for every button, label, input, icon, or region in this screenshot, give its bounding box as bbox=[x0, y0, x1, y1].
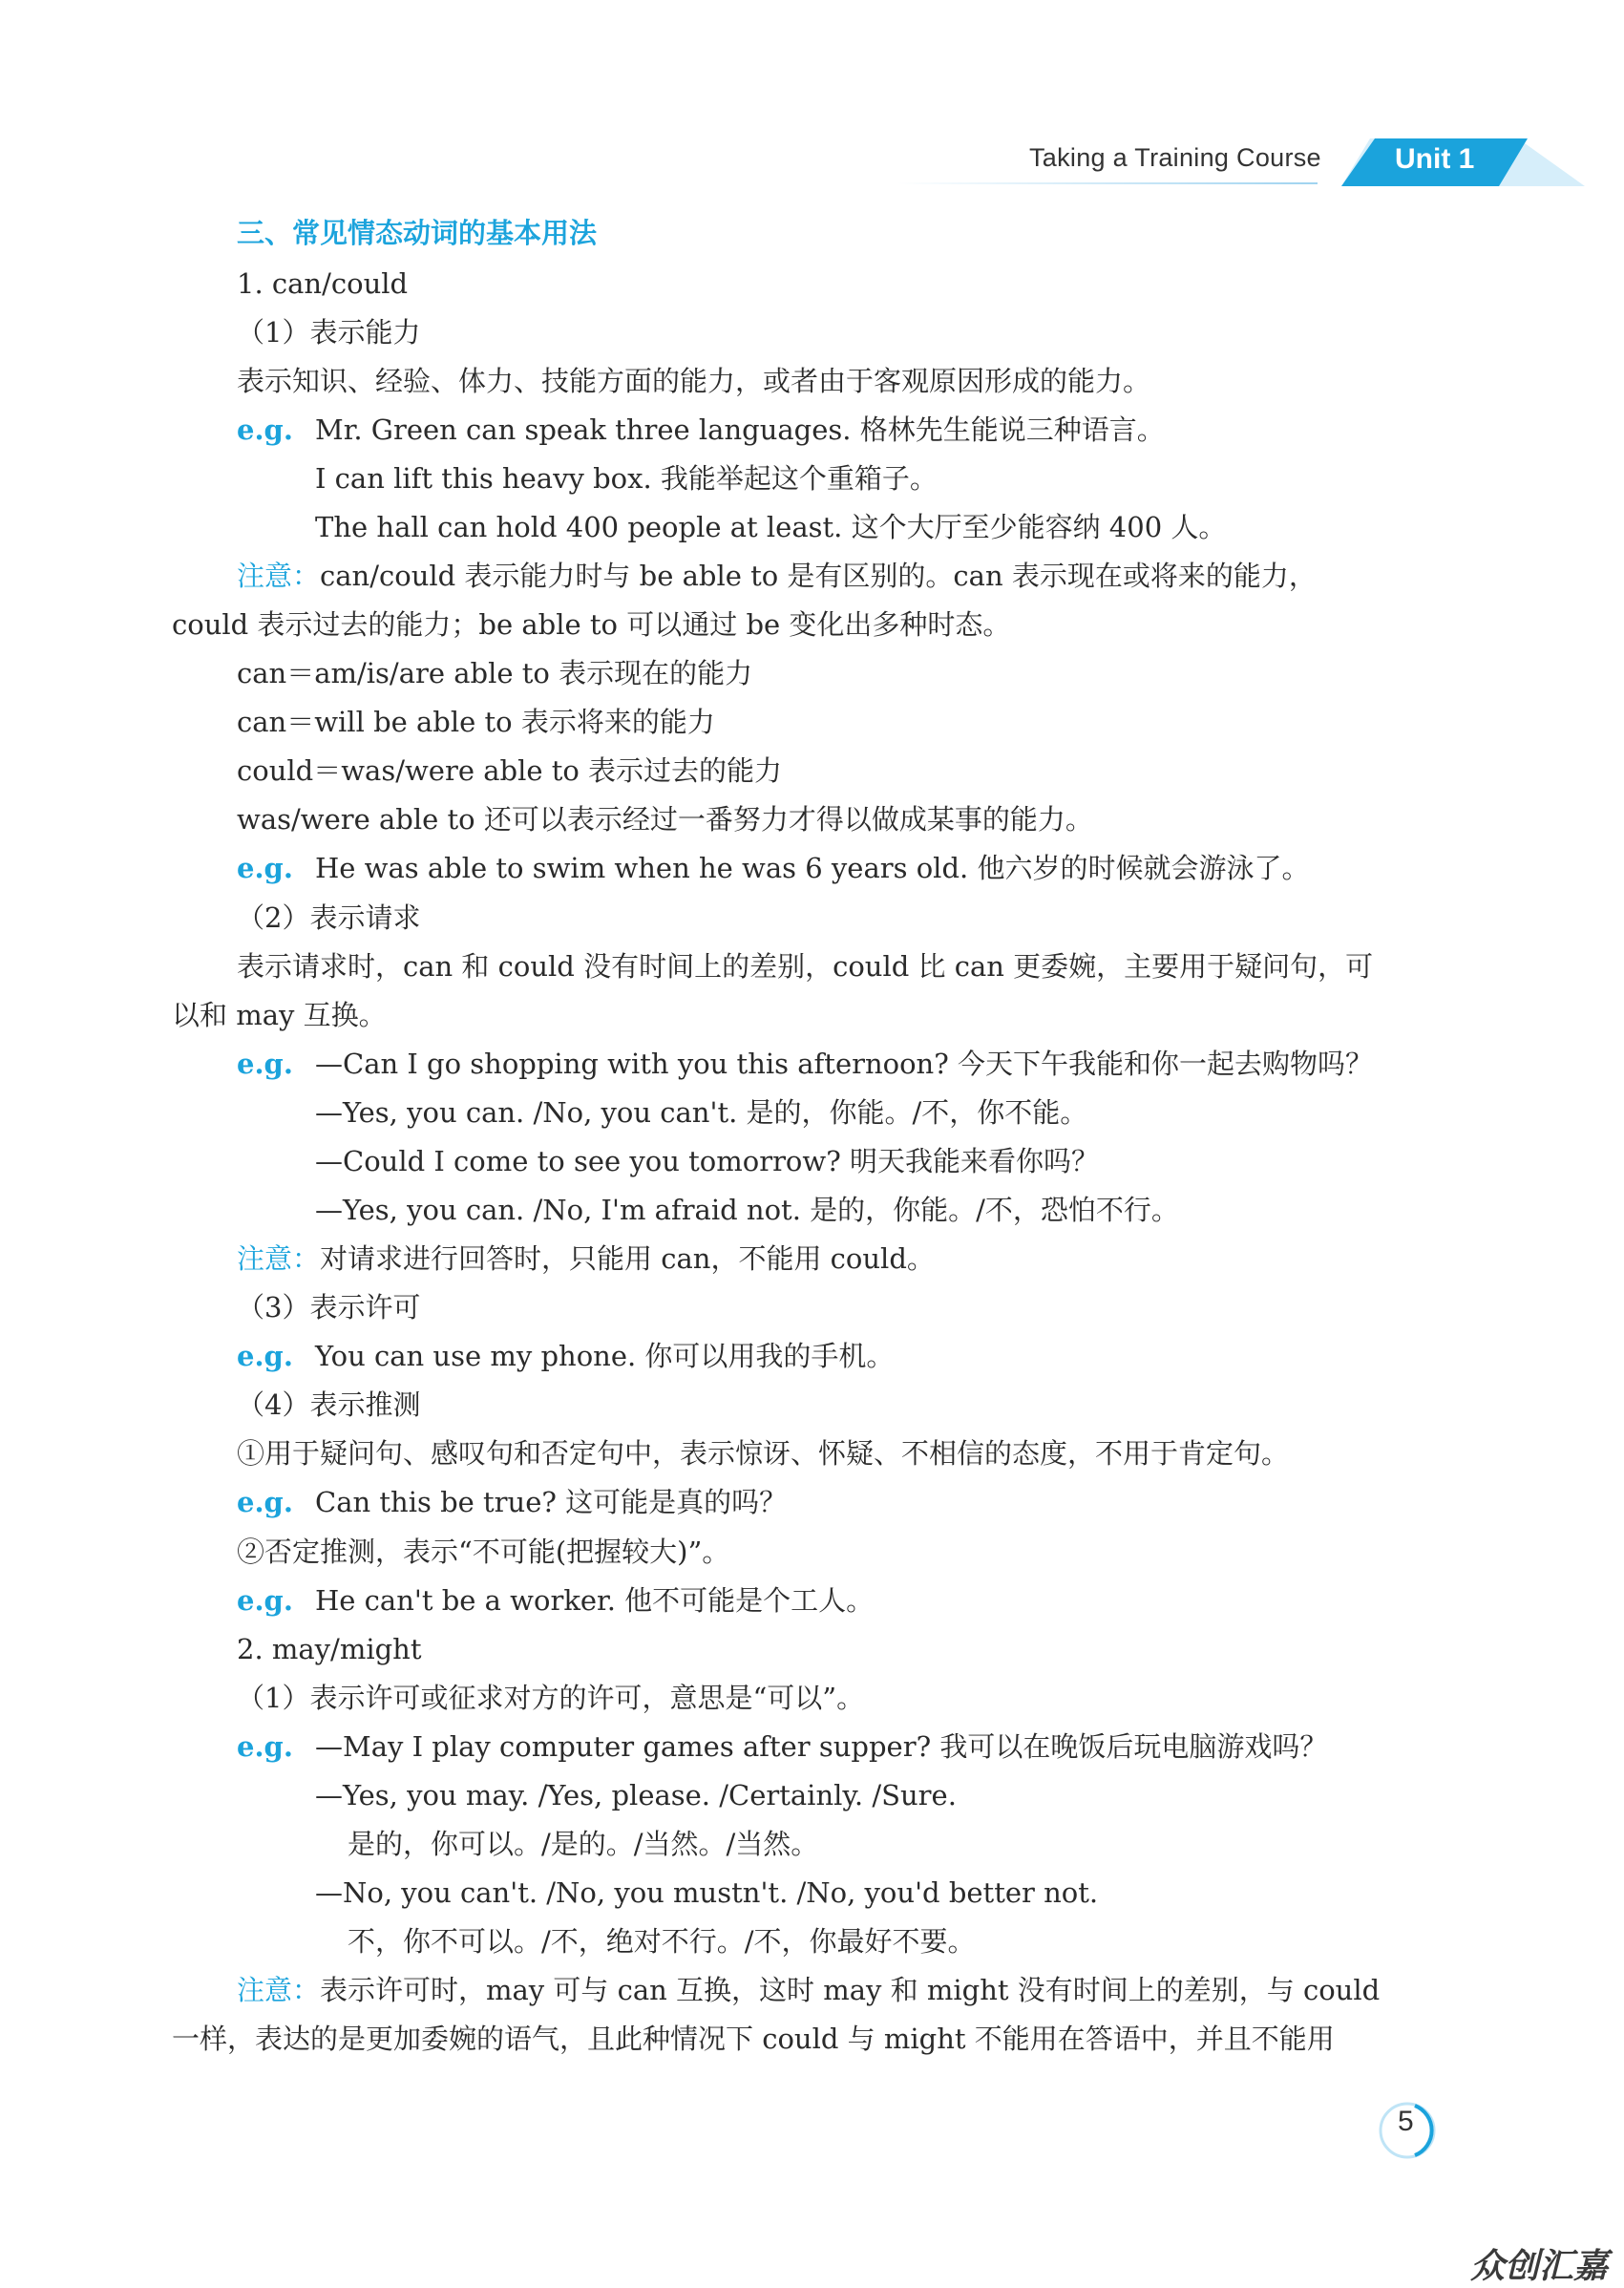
equivalence-line: can＝will be able to 表示将来的能力 bbox=[237, 706, 715, 738]
request-desc: 以和 may 互换。 bbox=[172, 999, 387, 1031]
example-text: I can lift this heavy box. 我能举起这个重箱子。 bbox=[315, 462, 938, 495]
note-label: 注意： bbox=[237, 1242, 321, 1275]
note-paragraph bbox=[237, 1239, 935, 1278]
permission-heading: （3）表示许可 bbox=[237, 1291, 421, 1324]
note-paragraph bbox=[237, 1971, 1380, 2009]
equivalence-line: could＝was/were able to 表示过去的能力 bbox=[237, 754, 783, 787]
eg-marker: e.g. bbox=[237, 1486, 293, 1518]
note-text: 对请求进行回答时，只能用 can，不能用 could。 bbox=[320, 1242, 935, 1275]
example-text: —May I play computer games after supper? 我可以在晚饭后玩电脑游戏吗？ bbox=[315, 1730, 1328, 1763]
may-permission-heading: （1）表示许可或征求对方的许可，意思是“可以”。 bbox=[237, 1682, 865, 1714]
header-divider bbox=[897, 182, 1318, 184]
note-label: 注意： bbox=[237, 560, 321, 592]
note-text: 表示许可时，may 可与 can 互换，这时 may 和 might 没有时间上的差别，与 could bbox=[320, 1974, 1381, 2006]
note-text: could 表示过去的能力；be able to 可以通过 be 变化出多种时态。 bbox=[172, 608, 1011, 641]
example-text: —Can I go shopping with you this afternoon? 今天下午我能和你一起去购物吗？ bbox=[315, 1048, 1374, 1080]
example-text: —Yes, you may. /Yes, please. /Certainly. /Sure. bbox=[315, 1779, 957, 1811]
eg-marker: e.g. bbox=[237, 1730, 293, 1763]
request-heading: （2）表示请求 bbox=[237, 901, 421, 934]
example-text: Can this be true? 这可能是真的吗？ bbox=[315, 1486, 788, 1518]
note-paragraph bbox=[237, 557, 1317, 595]
eg-marker: e.g. bbox=[237, 852, 293, 884]
example-text: He can't be a worker. 他不可能是个工人。 bbox=[315, 1584, 875, 1617]
example-text: The hall can hold 400 people at least. 这个大厅至少能容纳 400 人。 bbox=[315, 511, 1227, 543]
ability-desc: 表示知识、经验、体力、技能方面的能力，或者由于客观原因形成的能力。 bbox=[237, 365, 1151, 397]
note-label: 注意： bbox=[237, 1974, 321, 2006]
note-text: can/could 表示能力时与 be able to 是有区别的。can 表示现在或将来的能力， bbox=[320, 560, 1317, 592]
example-text: Mr. Green can speak three languages. 格林先生能说三种语言。 bbox=[315, 413, 1165, 446]
guess-point: ②否定推测，表示“不可能(把握较大)”。 bbox=[237, 1536, 730, 1568]
eg-marker: e.g. bbox=[237, 413, 293, 446]
request-desc: 表示请求时，can 和 could 没有时间上的差别，could 比 can 更委婉，主要用于疑问句，可 bbox=[237, 950, 1374, 983]
ability-heading: （1）表示能力 bbox=[237, 316, 421, 349]
eg-marker: e.g. bbox=[237, 1340, 293, 1372]
unit-label: Unit 1 bbox=[1395, 143, 1475, 175]
example-translation: 是的，你可以。/是的。/当然。/当然。 bbox=[348, 1828, 819, 1860]
example-text: —Yes, you can. /No, you can't. 是的，你能。/不，你不能。 bbox=[315, 1096, 1088, 1129]
watermark: 众创汇嘉 bbox=[1470, 2247, 1609, 2286]
course-title: Taking a Training Course bbox=[1029, 143, 1321, 172]
eg-marker: e.g. bbox=[237, 1048, 293, 1080]
note-text: 一样，表达的是更加委婉的语气，且此种情况下 could 与 might 不能用在答语中，并且不能用 bbox=[172, 2023, 1335, 2055]
example-text: You can use my phone. 你可以用我的手机。 bbox=[315, 1340, 895, 1372]
guess-point: ①用于疑问句、感叹句和否定句中，表示惊讶、怀疑、不相信的态度，不用于肯定句。 bbox=[237, 1437, 1290, 1470]
page-number: 5 bbox=[1398, 2106, 1414, 2137]
example-text: —Could I come to see you tomorrow? 明天我能来看你吗？ bbox=[315, 1145, 1099, 1177]
eg-marker: e.g. bbox=[237, 1584, 293, 1617]
example-text: He was able to swim when he was 6 years old. 他六岁的时候就会游泳了。 bbox=[315, 852, 1310, 884]
guess-heading: （4）表示推测 bbox=[237, 1388, 421, 1421]
may-heading: 2. may/might bbox=[237, 1633, 422, 1665]
example-text: —Yes, you can. /No, I'm afraid not. 是的，你能。/不，恐怕不行。 bbox=[315, 1194, 1179, 1226]
section-title: 三、常见情态动词的基本用法 bbox=[237, 217, 598, 249]
example-translation: 不，你不可以。/不，绝对不行。/不，你最好不要。 bbox=[348, 1925, 976, 1958]
extra-usage: was/were able to 还可以表示经过一番努力才得以做成某事的能力。 bbox=[237, 803, 1093, 836]
can-heading: 1. can/could bbox=[237, 267, 409, 300]
example-text: —No, you can't. /No, you mustn't. /No, you'd better not. bbox=[315, 1876, 1099, 1909]
equivalence-line: can＝am/is/are able to 表示现在的能力 bbox=[237, 657, 753, 689]
